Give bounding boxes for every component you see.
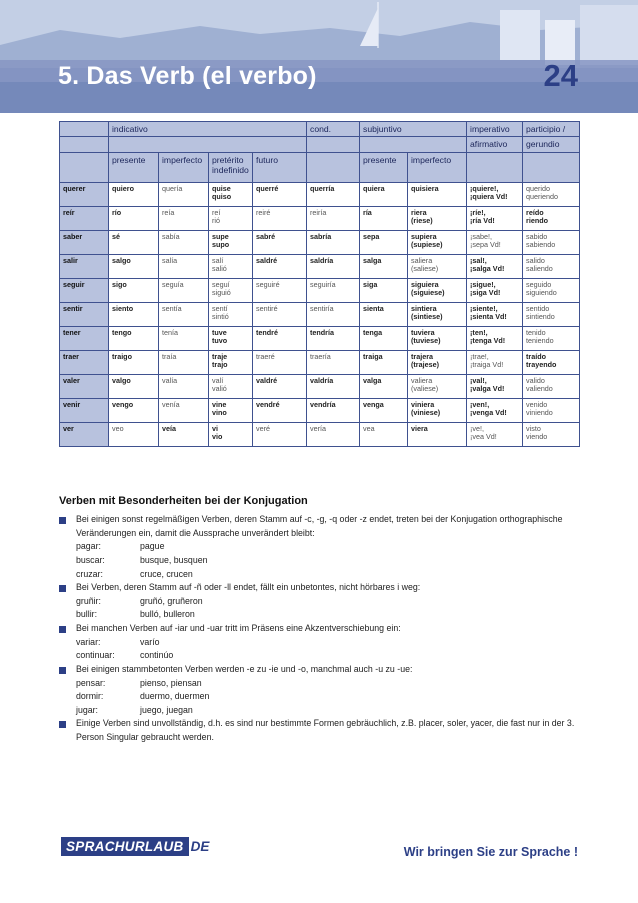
- example-verb: variar:: [76, 636, 101, 647]
- conjugation-cell: viera: [408, 422, 467, 446]
- page-title: 5. Das Verb (el verbo): [58, 62, 317, 90]
- conjugation-cell: tenido teniendo: [523, 326, 580, 350]
- conjugation-cell: ¡siente!, ¡sienta Vd!: [467, 302, 523, 326]
- verb-infinitive: traer: [60, 350, 109, 374]
- conjugation-cell: sigo: [109, 278, 159, 302]
- example-forms: varío: [140, 636, 160, 647]
- example-line: [59, 690, 579, 704]
- verb-infinitive: reír: [60, 206, 109, 230]
- table-header-columns: [60, 152, 580, 182]
- conjugation-cell: ¡ven!, ¡venga Vd!: [467, 398, 523, 422]
- conjugation-cell: vendría: [307, 398, 360, 422]
- conjugation-cell: traigo: [109, 350, 159, 374]
- conjugation-cell: traje trajo: [209, 350, 253, 374]
- conjugation-cell: seguía: [159, 278, 209, 302]
- verb-infinitive: venir: [60, 398, 109, 422]
- conjugation-cell: seguí siguió: [209, 278, 253, 302]
- verb-infinitive: ver: [60, 422, 109, 446]
- conjugation-cell: siguiera (siguiese): [408, 278, 467, 302]
- conjugation-cell: vine vino: [209, 398, 253, 422]
- header-gerundio: gerundio: [523, 137, 580, 152]
- verb-infinitive: valer: [60, 374, 109, 398]
- header-participio: participio /: [523, 122, 580, 137]
- example-verb: cruzar:: [76, 568, 103, 579]
- bullet-text: Bei Verben, deren Stamm auf -ñ oder -ll endet, fällt ein unbetontes, nicht hörbares i weg:: [76, 582, 421, 593]
- header-preterito: pretérito indefinido: [209, 152, 253, 182]
- conjugation-cell: vi vio: [209, 422, 253, 446]
- table-row: [60, 278, 580, 302]
- logo-wordmark: SPRACHURLAUB: [61, 837, 189, 856]
- bullet-text: Bei manchen Verben auf -iar und -uar tritt im Präsens eine Akzentverschiebung ein:: [76, 623, 401, 634]
- conjugation-cell: traería: [307, 350, 360, 374]
- conjugation-cell: salido saliendo: [523, 254, 580, 278]
- verb-infinitive: tener: [60, 326, 109, 350]
- conjugation-cell: tenía: [159, 326, 209, 350]
- table-row: [60, 374, 580, 398]
- conjugation-cell: tengo: [109, 326, 159, 350]
- conjugation-cell: tendría: [307, 326, 360, 350]
- conjugation-cell: salía: [159, 254, 209, 278]
- bullet-item: [59, 513, 579, 540]
- example-verb: dormir:: [76, 691, 104, 702]
- conjugation-cell: vendré: [253, 398, 307, 422]
- table-row: [60, 422, 580, 446]
- conjugation-cell: reiría: [307, 206, 360, 230]
- conjugation-cell: sintiera (sintiese): [408, 302, 467, 326]
- verb-infinitive: saber: [60, 230, 109, 254]
- bullet-text: Bei einigen stammbetonten Verben werden -e zu -ie und -o, manchmal auch -u zu -ue:: [76, 663, 413, 674]
- conjugation-cell: querré: [253, 182, 307, 206]
- example-line: [59, 568, 579, 582]
- example-line: [59, 704, 579, 718]
- conjugation-cell: querría: [307, 182, 360, 206]
- conjugation-cell: tuve tuvo: [209, 326, 253, 350]
- conjugation-cell: quería: [159, 182, 209, 206]
- conjugation-cell: sentiré: [253, 302, 307, 326]
- verb-infinitive: querer: [60, 182, 109, 206]
- example-forms: pague: [140, 541, 165, 552]
- table-row: [60, 182, 580, 206]
- header-futuro: futuro: [253, 152, 307, 182]
- conjugation-cell: ¡ríe!, ¡ría Vd!: [467, 206, 523, 230]
- conjugation-cell: sentiría: [307, 302, 360, 326]
- verb-infinitive: sentir: [60, 302, 109, 326]
- conjugation-cell: valdré: [253, 374, 307, 398]
- footer-logo[interactable]: [61, 836, 209, 856]
- bullet-text: Bei einigen sonst regelmäßigen Verben, deren Stamm auf -c, -g, -q oder -z endet, treten bei der Konjugation orthographische Veränderungen ein, damit die Aussprache unverändert bleibt:: [76, 514, 563, 538]
- bullet-square-icon: [59, 626, 66, 633]
- footer-tagline: Wir bringen Sie zur Sprache !: [403, 845, 578, 859]
- conjugation-cell: sabía: [159, 230, 209, 254]
- bullet-item: [59, 717, 579, 744]
- conjugation-cell: reía: [159, 206, 209, 230]
- conjugation-cell: valido valiendo: [523, 374, 580, 398]
- example-forms: continúo: [140, 650, 174, 661]
- conjugation-cell: salgo: [109, 254, 159, 278]
- example-verb: jugar:: [76, 704, 99, 715]
- conjugation-cell: valí valió: [209, 374, 253, 398]
- header-indicativo: indicativo: [109, 122, 307, 137]
- conjugation-cell: quisiera: [408, 182, 467, 206]
- conjugation-cell: quiera: [360, 182, 408, 206]
- conjugation-cell: traía: [159, 350, 209, 374]
- conjugation-cell: salga: [360, 254, 408, 278]
- conjugation-cell: sé: [109, 230, 159, 254]
- example-verb: gruñir:: [76, 595, 101, 606]
- conjugation-cell: visto viendo: [523, 422, 580, 446]
- harbor-scene-image: [0, 0, 638, 113]
- page-number: 24: [543, 58, 578, 93]
- conjugation-cell: trajera (trajese): [408, 350, 467, 374]
- conjugation-cell: supe supo: [209, 230, 253, 254]
- conjugation-cell: valiera (valiese): [408, 374, 467, 398]
- example-line: [59, 649, 579, 663]
- example-line: [59, 636, 579, 650]
- conjugation-cell: ¡sabe!, ¡sepa Vd!: [467, 230, 523, 254]
- example-verb: pensar:: [76, 677, 106, 688]
- conjugation-cell: venido viniendo: [523, 398, 580, 422]
- conjugation-cell: reído riendo: [523, 206, 580, 230]
- conjugation-cell: siento: [109, 302, 159, 326]
- table-row: [60, 350, 580, 374]
- bullet-item: [59, 663, 579, 677]
- conjugation-cell: querido queriendo: [523, 182, 580, 206]
- conjugation-cell: sentí sintió: [209, 302, 253, 326]
- example-forms: bulló, bulleron: [140, 609, 195, 620]
- header-subj-imperfecto: imperfecto: [408, 152, 467, 182]
- example-verb: pagar:: [76, 541, 101, 552]
- example-verb: continuar:: [76, 650, 115, 661]
- conjugation-cell: ¡trae!, ¡traiga Vd!: [467, 350, 523, 374]
- bullet-square-icon: [59, 721, 66, 728]
- example-verb: buscar:: [76, 554, 105, 565]
- conjugation-cell: reiré: [253, 206, 307, 230]
- conjugation-cell: traeré: [253, 350, 307, 374]
- conjugation-cell: venía: [159, 398, 209, 422]
- conjugation-cell: sentido sintiendo: [523, 302, 580, 326]
- example-forms: busque, busquen: [140, 554, 208, 565]
- conjugation-cell: traído trayendo: [523, 350, 580, 374]
- conjugation-cell: valgo: [109, 374, 159, 398]
- example-forms: pienso, piensan: [140, 677, 202, 688]
- example-line: [59, 608, 579, 622]
- special-verbs-section: [59, 493, 579, 745]
- example-line: [59, 677, 579, 691]
- conjugation-cell: valdría: [307, 374, 360, 398]
- conjugation-cell: saldría: [307, 254, 360, 278]
- header-banner-photo: [0, 0, 638, 113]
- table-header-subgroups: [60, 137, 580, 152]
- table-header-groups: [60, 122, 580, 137]
- example-line: [59, 595, 579, 609]
- bullet-square-icon: [59, 517, 66, 524]
- table-row: [60, 206, 580, 230]
- conjugation-cell: vea: [360, 422, 408, 446]
- conjugation-cell: tuviera (tuviese): [408, 326, 467, 350]
- bullet-square-icon: [59, 585, 66, 592]
- example-verb: bullir:: [76, 609, 98, 620]
- conjugation-cell: ¡ten!, ¡tenga Vd!: [467, 326, 523, 350]
- conjugation-cell: viniera (viniese): [408, 398, 467, 422]
- example-line: [59, 554, 579, 568]
- table-row: [60, 302, 580, 326]
- header-subj-presente: presente: [360, 152, 408, 182]
- conjugation-cell: sepa: [360, 230, 408, 254]
- header-imperfecto: imperfecto: [159, 152, 209, 182]
- conjugation-cell: seguiré: [253, 278, 307, 302]
- bullet-text: Einige Verben sind unvollständig, d.h. es sind nur bestimmte Formen gebräuchlich, z.B. placer, soler, yacer, die fast nur in der 3. Person Singular gebraucht werden.: [76, 718, 575, 743]
- conjugation-cell: quiero: [109, 182, 159, 206]
- conjugation-cell: vengo: [109, 398, 159, 422]
- table-row: [60, 230, 580, 254]
- conjugation-cell: ¡ve!, ¡vea Vd!: [467, 422, 523, 446]
- conjugation-cell: sentía: [159, 302, 209, 326]
- example-forms: gruñó, gruñeron: [140, 595, 203, 606]
- conjugation-cell: veo: [109, 422, 159, 446]
- conjugation-cell: ¡sal!, ¡salga Vd!: [467, 254, 523, 278]
- header-presente: presente: [109, 152, 159, 182]
- conjugation-cell: ¡sigue!, ¡siga Vd!: [467, 278, 523, 302]
- conjugation-cell: venga: [360, 398, 408, 422]
- conjugation-cell: salí salió: [209, 254, 253, 278]
- conjugation-cell: veía: [159, 422, 209, 446]
- conjugation-cell: ría: [360, 206, 408, 230]
- conjugation-cell: vería: [307, 422, 360, 446]
- table-row: [60, 398, 580, 422]
- conjugation-cell: ¡quiere!, ¡quiera Vd!: [467, 182, 523, 206]
- conjugation-table: [59, 121, 580, 447]
- header-imperativo: imperativo: [467, 122, 523, 137]
- conjugation-cell: reí rió: [209, 206, 253, 230]
- conjugation-cell: seguido siguiendo: [523, 278, 580, 302]
- verb-infinitive: seguir: [60, 278, 109, 302]
- example-line: [59, 540, 579, 554]
- conjugation-cell: seguiría: [307, 278, 360, 302]
- conjugation-cell: sabido sabiendo: [523, 230, 580, 254]
- header-afirmativo: afirmativo: [467, 137, 523, 152]
- conjugation-cell: riera (riese): [408, 206, 467, 230]
- conjugation-cell: valía: [159, 374, 209, 398]
- conjugation-cell: sabría: [307, 230, 360, 254]
- example-forms: juego, juegan: [140, 704, 193, 715]
- header-cond: cond.: [307, 122, 360, 137]
- conjugation-cell: quise quiso: [209, 182, 253, 206]
- conjugation-cell: tenga: [360, 326, 408, 350]
- conjugation-cell: veré: [253, 422, 307, 446]
- example-forms: duermo, duermen: [140, 691, 210, 702]
- conjugation-cell: saldré: [253, 254, 307, 278]
- table-row: [60, 254, 580, 278]
- bullet-square-icon: [59, 667, 66, 674]
- example-forms: cruce, crucen: [140, 568, 193, 579]
- verb-infinitive: salir: [60, 254, 109, 278]
- bullet-item: [59, 622, 579, 636]
- table-row: [60, 326, 580, 350]
- conjugation-cell: valga: [360, 374, 408, 398]
- conjugation-cell: siga: [360, 278, 408, 302]
- logo-suffix: DE: [190, 838, 210, 854]
- conjugation-cell: saliera (saliese): [408, 254, 467, 278]
- bullet-item: [59, 581, 579, 595]
- conjugation-cell: río: [109, 206, 159, 230]
- bullet-list: [59, 513, 579, 745]
- conjugation-cell: sienta: [360, 302, 408, 326]
- conjugation-cell: supiera (supiese): [408, 230, 467, 254]
- conjugation-cell: ¡val!, ¡valga Vd!: [467, 374, 523, 398]
- conjugation-cell: tendré: [253, 326, 307, 350]
- conjugation-cell: sabré: [253, 230, 307, 254]
- section-heading: Verben mit Besonderheiten bei der Konjugation: [59, 495, 308, 507]
- conjugation-cell: traiga: [360, 350, 408, 374]
- header-subjuntivo: subjuntivo: [360, 122, 467, 137]
